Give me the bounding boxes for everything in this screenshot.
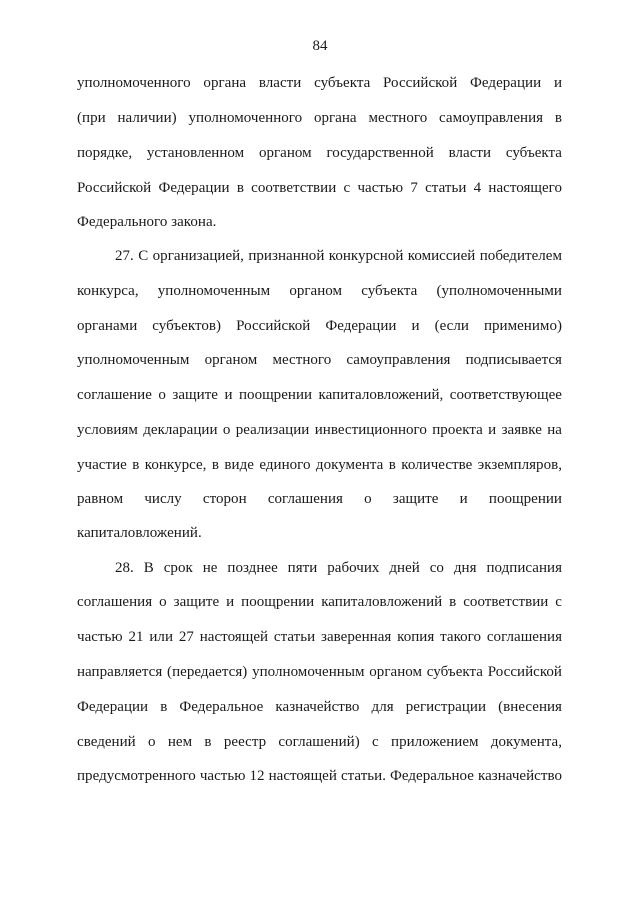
text-line: сведений о нем в реестр соглашений) с приложением документа,: [77, 734, 562, 750]
text-line: частью 21 или 27 настоящей статьи заверенная копия такого соглашения: [77, 629, 562, 645]
text-line: уполномоченным органом местного самоуправления подписывается: [77, 352, 562, 368]
text-line: порядке, установленном органом государственной власти субъекта: [77, 145, 562, 161]
text-line: органами субъектов) Российской Федерации и (если применимо): [77, 318, 562, 334]
text-line: Российской Федерации в соответствии с частью 7 статьи 4 настоящего: [77, 180, 562, 196]
page-number: 84: [312, 38, 328, 54]
paragraph-28-first-line: 28. В срок не позднее пяти рабочих дней со дня подписания: [115, 560, 562, 576]
text-line: конкурса, уполномоченным органом субъекта (уполномоченными: [77, 283, 562, 299]
text-line: условиям декларации о реализации инвестиционного проекта и заявке на: [77, 422, 562, 438]
paragraph-27-first-line: 27. С организацией, признанной конкурсной комиссией победителем: [115, 248, 562, 264]
text-line: капиталовложений.: [77, 525, 202, 541]
text-line: направляется (передается) уполномоченным органом субъекта Российской: [77, 664, 562, 680]
text-line: предусмотренного частью 12 настоящей статьи. Федеральное казначейство: [77, 768, 562, 784]
text-line: уполномоченного органа власти субъекта Российской Федерации и: [77, 75, 562, 91]
text-line: соглашения о защите и поощрении капиталовложений в соответствии с: [77, 594, 562, 610]
text-line: участие в конкурсе, в виде единого документа в количестве экземпляров,: [77, 457, 562, 473]
text-line: (при наличии) уполномоченного органа местного самоуправления в: [77, 110, 562, 126]
text-line: Федерального закона.: [77, 214, 217, 230]
text-line: Федерации в Федеральное казначейство для регистрации (внесения: [77, 699, 562, 715]
text-line: соглашение о защите и поощрении капиталовложений, соответствующее: [77, 387, 562, 403]
text-line: равном числу сторон соглашения о защите и поощрении: [77, 491, 562, 507]
